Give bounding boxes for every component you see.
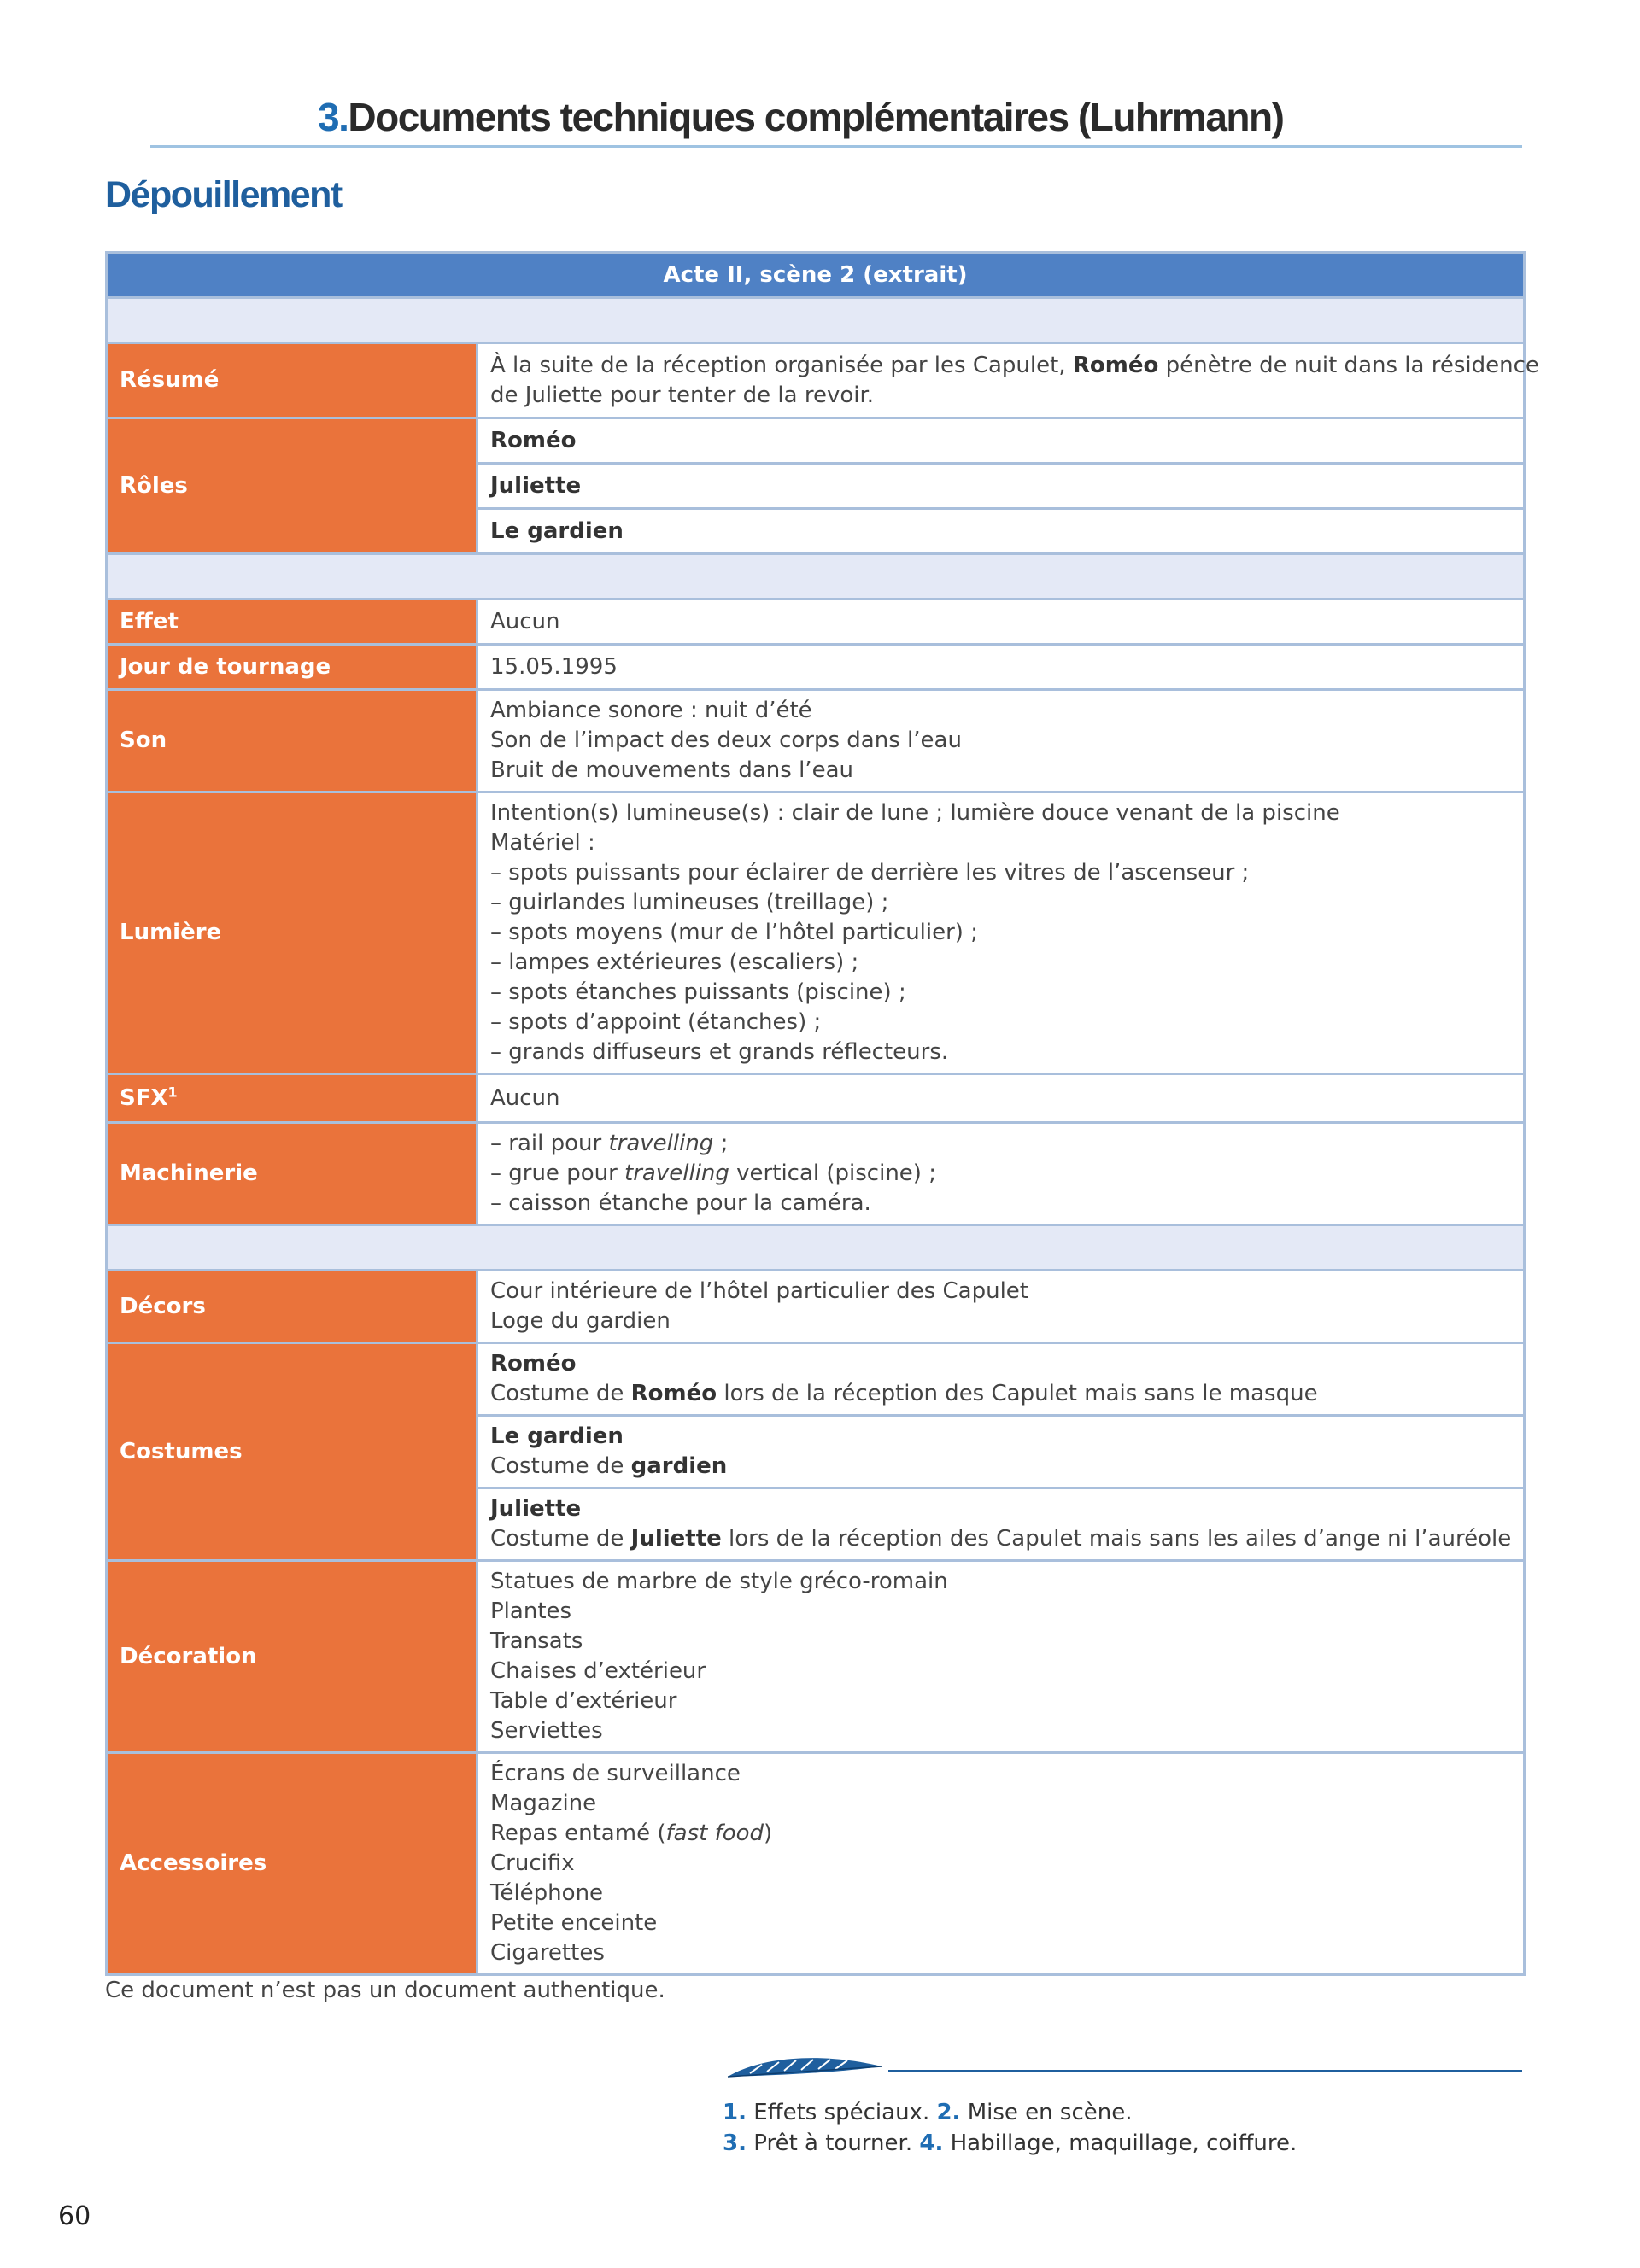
table-row	[107, 418, 1525, 464]
table-row	[107, 1074, 1525, 1123]
footnote-ref: 1	[167, 1083, 178, 1100]
row-value-accessoires: Écrans de surveillance Magazine Repas entamé (fast food) Crucifix Téléphone Petite enceinte Cigarettes	[477, 1753, 1525, 1975]
footnote-line: 1. Effets spéciaux. 2. Mise en scène.	[723, 2100, 1133, 2125]
row-label-roles: Rôles	[107, 418, 477, 554]
table-row	[107, 690, 1525, 792]
costume-gardien: Le gardien Costume de gardien	[477, 1416, 1525, 1488]
page-number: 60	[58, 2201, 91, 2231]
row-label-jour: Jour de tournage	[107, 645, 477, 690]
document-note: Ce document n’est pas un document authentique.	[105, 1978, 665, 2003]
row-value-sfx: Aucun	[477, 1074, 1525, 1123]
footnote-line: 3. Prêt à tourner. 4. Habillage, maquillage, coiffure.	[723, 2131, 1297, 2156]
row-label-accessoires: Accessoires	[107, 1753, 477, 1975]
row-label-effet: Effet	[107, 599, 477, 645]
section-title	[318, 94, 1283, 140]
row-value-effet: Aucun	[477, 599, 1525, 645]
row-value-machinerie: – rail pour travelling ; – grue pour travelling vertical (piscine) ; – caisson étanche pour la caméra.	[477, 1123, 1525, 1225]
table-row	[107, 1271, 1525, 1343]
breakdown-table	[105, 251, 1539, 1976]
table-row	[107, 792, 1525, 1074]
section-title-text: Documents techniques complémentaires (Luhrmann)	[348, 95, 1284, 139]
table-row	[107, 1343, 1525, 1416]
role-item: Roméo	[477, 418, 1525, 464]
row-label-lumiere: Lumière	[107, 792, 477, 1074]
row-label-sfx: SFX$^1$	[107, 1074, 477, 1123]
title-rule	[150, 145, 1522, 148]
role-item: Le gardien	[477, 509, 1525, 554]
costume-romeo: Roméo Costume de Roméo lors de la réception des Capulet mais sans le masque	[477, 1343, 1525, 1416]
row-value-decoration: Statues de marbre de style gréco-romain Plantes Transats Chaises d’extérieur Table d’extérieur Serviettes	[477, 1561, 1525, 1753]
row-label-costumes: Costumes	[107, 1343, 477, 1561]
row-value-resume: À la suite de la réception organisée par les Capulet, Roméo pénètre de nuit dans la résidence de Juliette pour tenter de la revoir.	[477, 343, 1525, 418]
table-row	[107, 1123, 1525, 1225]
row-label-son: Son	[107, 690, 477, 792]
table-row	[107, 1561, 1525, 1753]
row-value-decors: Cour intérieure de l’hôtel particulier des Capulet Loge du gardien	[477, 1271, 1525, 1343]
row-value-jour: 15.05.1995	[477, 645, 1525, 690]
row-label-decoration: Décoration	[107, 1561, 477, 1753]
section-number: 3.	[318, 95, 348, 139]
footnotes	[723, 2097, 1297, 2159]
separator-row	[107, 1225, 1525, 1271]
row-label-resume: Résumé	[107, 343, 477, 418]
separator-row	[107, 554, 1525, 599]
table-row	[107, 599, 1525, 645]
table-header: Acte II, scène 2 (extrait)	[107, 253, 1525, 298]
separator-row	[107, 298, 1525, 343]
role-item: Juliette	[477, 464, 1525, 509]
row-label-decors: Décors	[107, 1271, 477, 1343]
table-row	[107, 1753, 1525, 1975]
row-value-lumiere: Intention(s) lumineuse(s) : clair de lune ; lumière douce venant de la piscine Matériel : – spots puissants pour éclairer de derrière les vitres de l’ascenseur ; – guirlandes lumineuses (treillage) ; – spots moyens (mur de l’hôtel particulier) ; – lampes extérieures (escaliers) ; – spots étanches puissants (piscine) ; – spots d’appoint (étanches) ; – grands diffuseurs et grands réflecteurs.	[477, 792, 1525, 1074]
page-heading: Dépouillement	[105, 174, 342, 215]
row-value-son: Ambiance sonore : nuit d’été Son de l’impact des deux corps dans l’eau Bruit de mouvements dans l’eau	[477, 690, 1525, 792]
footnote-rule	[888, 2070, 1522, 2072]
table-row	[107, 645, 1525, 690]
table-row	[107, 343, 1525, 418]
costume-juliette: Juliette Costume de Juliette lors de la réception des Capulet mais sans les ailes d’ange ni l’auréole	[477, 1488, 1525, 1561]
table-header-row	[107, 253, 1525, 298]
quill-pen-icon	[724, 2048, 887, 2082]
row-label-machinerie: Machinerie	[107, 1123, 477, 1225]
